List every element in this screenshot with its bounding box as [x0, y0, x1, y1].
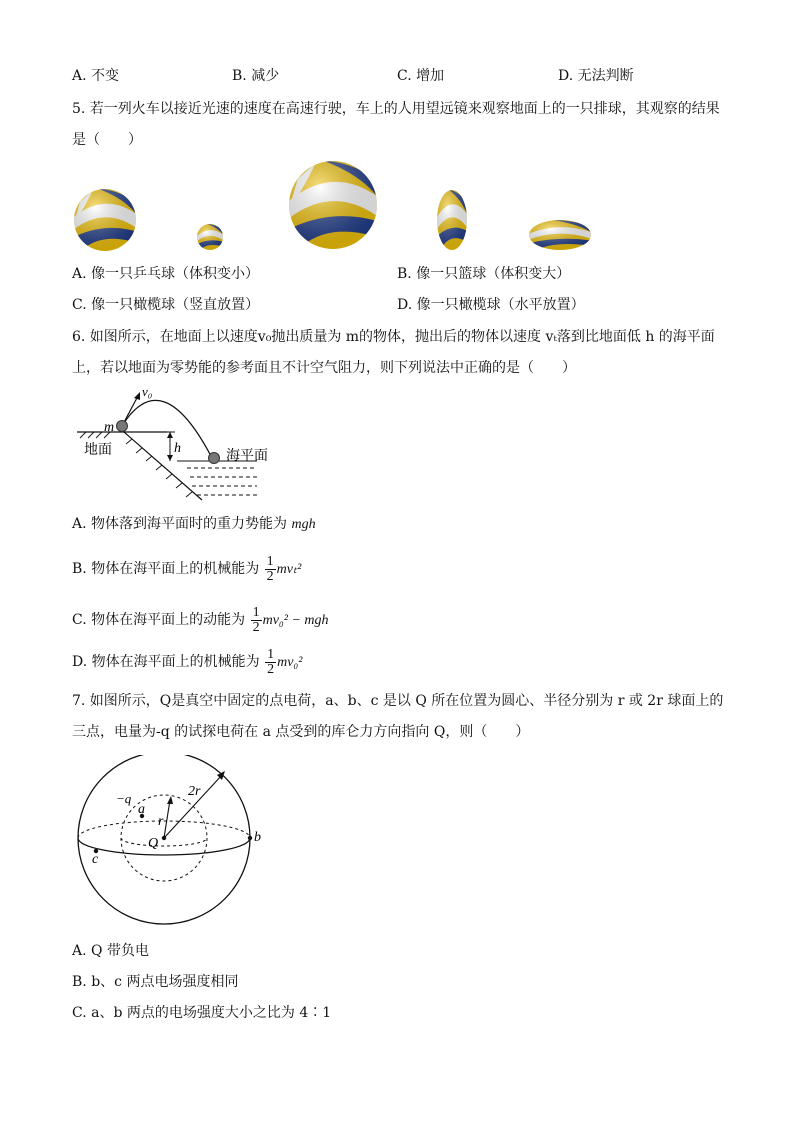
volleyball-large	[289, 161, 377, 249]
q7-fig-2r-label: 2r	[188, 784, 201, 799]
q7-fig-c-label: c	[92, 852, 99, 867]
q4-option-c: C. 增加	[397, 68, 445, 84]
q6-option-d-math: mv₀²	[277, 655, 303, 670]
q6-option-a	[72, 515, 316, 534]
q5-option-d: D. 像一只橄榄球（水平放置）	[397, 297, 585, 313]
q7-option-b: B. b、c 两点电场强度相同	[72, 974, 239, 990]
fraction	[265, 555, 276, 584]
q6-option-b-math: mvₜ²	[276, 562, 302, 577]
fraction-denominator: 2	[266, 568, 274, 584]
volleyball-vertical-ellipse	[437, 190, 467, 250]
fraction-denominator: 2	[252, 619, 260, 635]
q6-option-d-text: D. 物体在海平面上的机械能为	[72, 654, 260, 670]
q7-fig-q-label: Q	[148, 836, 159, 851]
q6-option-a-math: mgh	[291, 517, 316, 532]
q4-option-d: D. 无法判断	[558, 68, 634, 84]
q7-fig-minus-q-label: −q	[116, 791, 132, 806]
q7-option-c: C. a、b 两点的电场强度大小之比为 4∶1	[72, 1005, 332, 1021]
q6-fig-ground-label: 地面	[84, 442, 112, 458]
q6-fig-m-label: m	[104, 420, 115, 435]
q6-option-c-text: C. 物体在海平面上的动能为	[72, 612, 246, 628]
q5-stem-line1: 5. 若一列火车以接近光速的速度在高速行驶，车上的人用望远镜来观察地面上的一只排球，其观察的结果	[72, 101, 720, 117]
q7-option-a: A. Q 带负电	[72, 943, 149, 959]
fraction-numerator: 1	[266, 553, 274, 569]
q6-option-d	[72, 646, 302, 679]
fraction-numerator: 1	[267, 646, 275, 662]
q5-option-b: B. 像一只篮球（体积变大）	[397, 266, 571, 282]
q6-fig-v0-label: v₀	[142, 384, 153, 399]
q6-stem-line1: 6. 如图所示，在地面上以速度v₀抛出质量为 m的物体，抛出后的物体以速度 vₜ落到比地面低 h 的海平面	[72, 329, 715, 345]
volleyball-original	[74, 189, 136, 251]
q6-option-b-text: B. 物体在海平面上的机械能为	[72, 561, 260, 577]
q5-option-a: A. 像一只乒乓球（体积变小）	[72, 266, 260, 282]
q7-sphere-figure	[72, 755, 272, 930]
fraction-numerator: 1	[252, 604, 260, 620]
q6-fig-h-label: h	[174, 441, 181, 456]
q4-option-a: A. 不变	[72, 68, 120, 84]
q6-option-c	[72, 604, 329, 637]
q7-fig-r-label: r	[158, 814, 164, 829]
q6-projectile-figure	[72, 382, 292, 507]
q5-stem-line2: 是（ ）	[72, 132, 142, 148]
volleyball-horizontal-ellipse	[529, 220, 591, 250]
q7-stem-line1: 7. 如图所示，Q是真空中固定的点电荷，a、b、c 是以 Q 所在位置为圆心、半径分别为 r 或 2r 球面上的	[72, 693, 724, 709]
q5-option-c: C. 像一只橄榄球（竖直放置）	[72, 297, 260, 313]
fraction-denominator: 2	[267, 661, 275, 677]
fraction	[251, 606, 262, 635]
fraction	[265, 648, 276, 677]
q6-stem-line2: 上，若以地面为零势能的参考面且不计空气阻力，则下列说法中正确的是（ ）	[72, 360, 576, 376]
q6-option-a-text: A. 物体落到海平面时的重力势能为	[72, 516, 288, 532]
q7-fig-a-label: a	[138, 802, 145, 817]
q6-option-b	[72, 553, 301, 586]
q7-stem-line2: 三点，电量为-q 的试探电荷在 a 点受到的库仑力方向指向 Q，则（ ）	[72, 724, 530, 740]
q4-option-b: B. 减少	[232, 68, 280, 84]
volleyball-small	[197, 224, 223, 250]
q6-option-c-math: mv₀² − mgh	[262, 613, 329, 628]
q6-fig-sea-label: 海平面	[226, 448, 268, 464]
q7-fig-b-label: b	[254, 830, 261, 845]
volleyball-images	[60, 155, 620, 255]
